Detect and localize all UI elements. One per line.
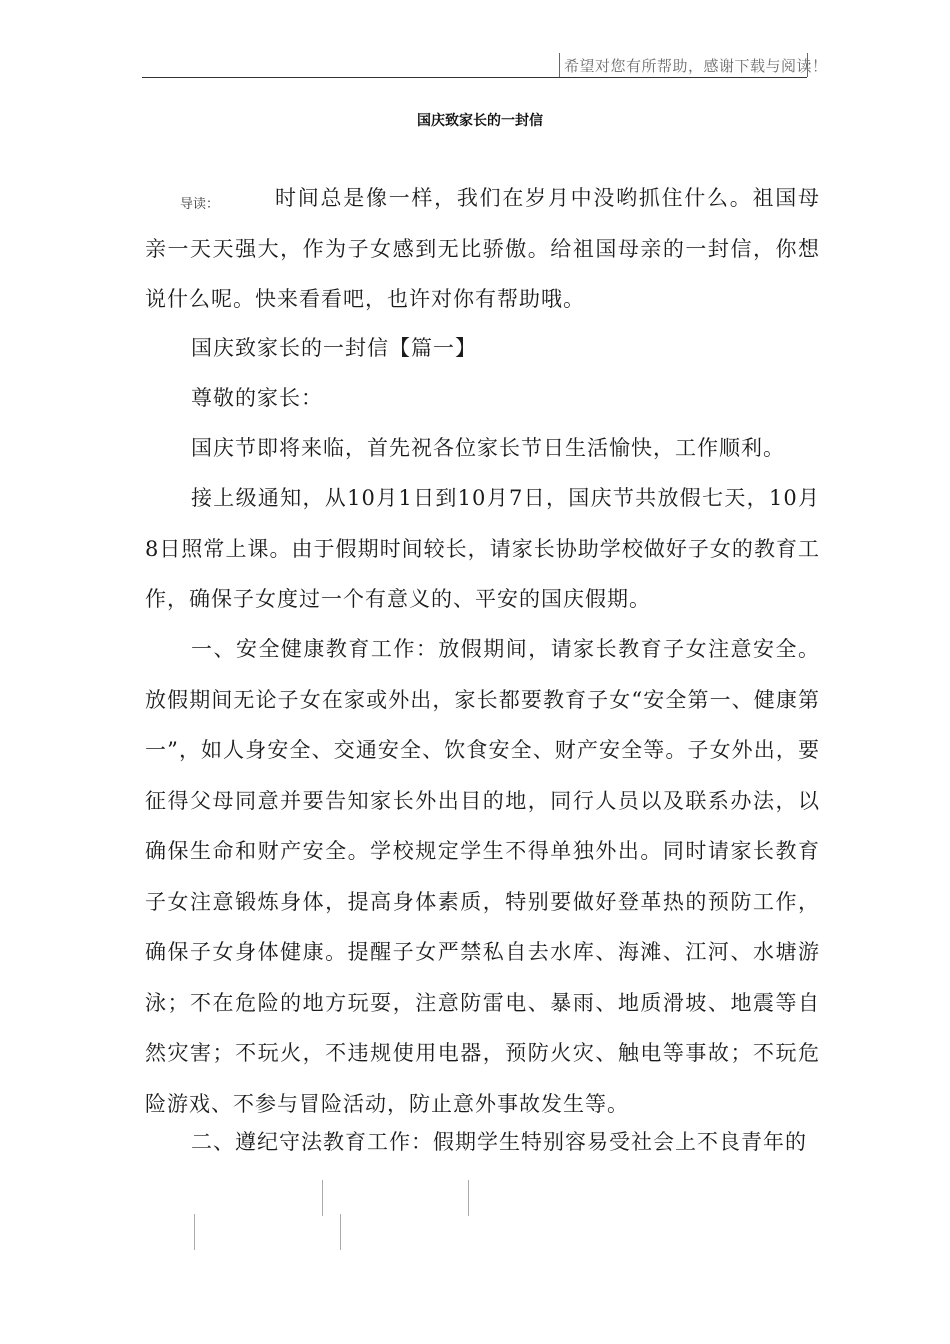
page-fold-mark [340,1214,341,1250]
lead-paragraph: 时间总是像一样，我们在岁月中没哟抓住什么。祖国母亲一天天强大，作为子女感到无比骄傲。给祖国母亲的一封信，你想说什么呢。快来看看吧，也许对你有帮助哦。 [145,186,820,311]
body-paragraph: 接上级通知，从10月1日到10月7日，国庆节共放假七天，10月8日照常上课。由于假期时间较长，请家长协助学校做好子女的教育工作，确保子女度过一个有意义的、平安的国庆假期。 [145,486,820,611]
header-rule [142,77,807,78]
lead-label: 导读： [180,197,220,212]
body-paragraph: 二、遵纪守法教育工作：假期学生特别容易受社会上不良青年的 [191,1130,807,1154]
page-fold-mark [194,1214,195,1250]
body-paragraph: 国庆节即将来临，首先祝各位家长节日生活愉快，工作顺利。 [191,436,785,460]
document-title: 国庆致家长的一封信 [417,113,543,129]
body-paragraph: 一、安全健康教育工作：放假期间，请家长教育子女注意安全。放假期间无论子女在家或外出，家长都要教育子女“安全第一、健康第一”，如人身安全、交通安全、饮食安全、财产安全等。子女外出，要征得父母同意并要告知家长外出目的地，同行人员以及联系办法，以确保生命和财产安全。学校规定学生不得单独外出。同时请家长教育子女注意锻炼身体，提高身体素质，特别要做好登革热的预防工作，确保子女身体健康。提醒子女严禁私自去水库、海滩、江河、水塘游泳；不在危险的地方玩耍，注意防雷电、暴雨、地质滑坡、地震等自然灾害；不玩火，不违规使用电器，预防火灾、触电等事故；不玩危险游戏、不参与冒险活动，防止意外事故发生等。 [145,637,820,1116]
header-note: 希望对您有所帮助，感谢下载与阅读！ [564,57,828,75]
salutation: 尊敬的家长： [191,386,323,410]
page-fold-mark [322,1180,323,1216]
page-fold-mark [468,1180,469,1216]
section-heading: 国庆致家长的一封信【篇一】 [191,336,477,360]
